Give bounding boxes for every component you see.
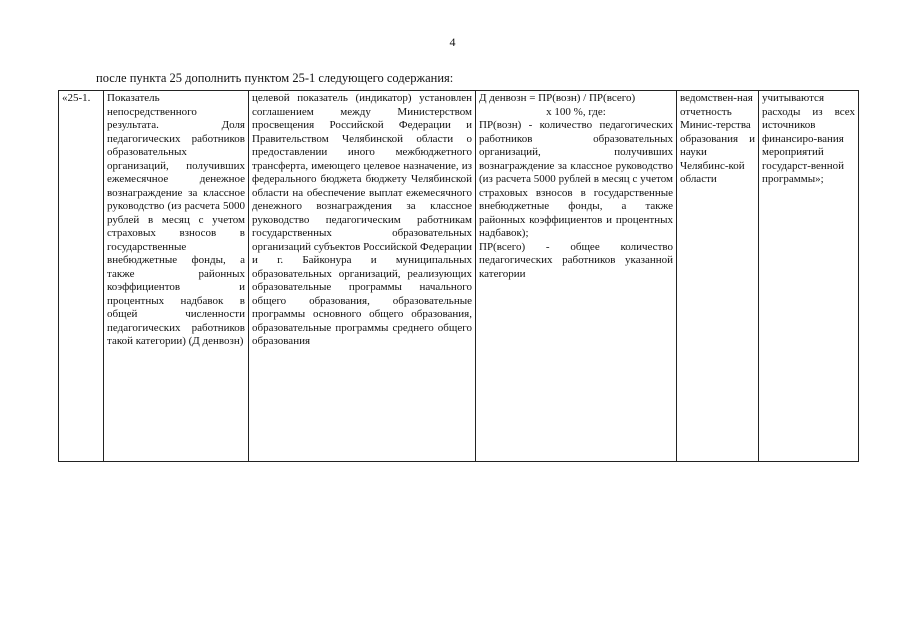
formula-definition-2: ПР(всего) - общее количество педагогических работников указанной категории bbox=[479, 240, 673, 280]
amendment-table bbox=[58, 90, 859, 462]
formula-definition-1: ПР(возн) - количество педагогических работников образовательных организаций, получивших вознаграждение за классное руководство (из расчета 5000 рублей в месяц с учетом страховых взносов в государственные внебюджетные фонды, а также районных коэффициентов и процентных надбавок); bbox=[479, 119, 673, 239]
intro-text: после пункта 25 дополнить пунктом 25-1 следующего содержания: bbox=[96, 71, 454, 85]
indicator-name-cell: Показатель непосредственного результата. Доля педагогических работников образовательных организаций, получивших ежемесячное денежное вознаграждение за классное руководство (из расчета 5000 рублей в месяц с учетом страховых взносов в государственные внебюджетные фонды, а также районных коэффициентов и процентных надбавок в общей численности педагогических работников такой категории) (Д денвозн) bbox=[104, 91, 249, 462]
page-number: 4 bbox=[449, 35, 456, 49]
note-cell: учитываются расходы из всех источников финансиро-вания мероприятий государст-венной программы»; bbox=[759, 91, 859, 462]
data-source-cell: ведомствен-ная отчетность Минис-терства образования и науки Челябинс-кой области bbox=[677, 91, 759, 462]
formula-line-2: x 100 %, где: bbox=[546, 105, 606, 118]
formula-line-1: Д денвозн = ПР(возн) / ПР(всего) bbox=[479, 92, 636, 104]
item-number-cell: «25-1. bbox=[59, 91, 104, 462]
target-indicator-cell: целевой показатель (индикатор) установлен соглашением между Министерством просвещения Российской Федерации и Правительством Челябинской области о предоставлении иного межбюджетного трансферта, имеющего целевое назначение, из федерального бюджета бюджету Челябинской области на обеспечение выплат ежемесячного денежного вознаграждения за классное руководство педагогическим работникам государственных образовательных организаций субъектов Российской Федерации и г. Байконура и муниципальных образовательных организаций, реализующих образовательные программы начального общего образования, образовательные программы основного общего образования, образовательные программы среднего общего образования bbox=[249, 91, 476, 462]
formula-cell bbox=[476, 91, 677, 462]
table-row bbox=[59, 91, 859, 462]
